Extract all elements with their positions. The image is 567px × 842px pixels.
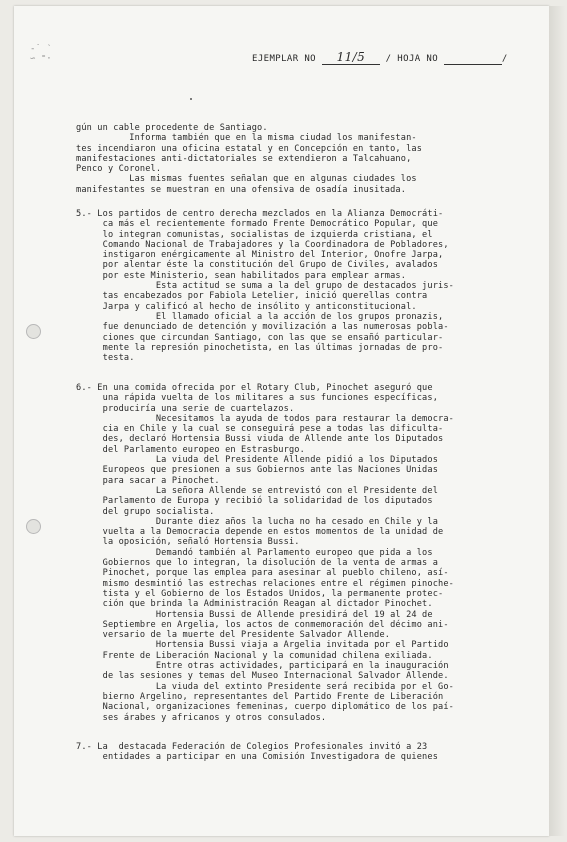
ink-dot — [190, 98, 192, 100]
text-line: 5.- Los partidos de centro derecha mezclados en la Alianza Democráti- — [76, 209, 444, 219]
text-line: Las mismas fuentes señalan que en algunas ciudades los — [76, 174, 417, 185]
text-line: Septiembre en Argelia, los actos de conmemoración del décimo ani- — [76, 619, 449, 630]
punch-hole-top — [26, 324, 41, 339]
text-line: instigaron enérgicamente al Ministro del Interior, Onofre Jarpa, — [76, 250, 444, 261]
text-line: ca más el recientemente formado Frente Democrático Popular, que — [76, 219, 439, 230]
text-line: tes incendiaron una oficina estatal y en Concepción en tanto, las — [76, 143, 423, 154]
hoja-field — [444, 54, 502, 65]
document-header — [252, 50, 508, 65]
section-6 — [76, 383, 516, 723]
text-line: Nacional, organizaciones femeninas, cuerpo diplomático de los paí- — [76, 702, 454, 713]
text-line: del Parlamento europeo en Estrasburgo. — [76, 444, 305, 455]
text-line: Jarpa y calificó al hecho de insólito y anticonstitucional. — [76, 301, 417, 312]
text-line: Penco y Coronel. — [76, 164, 162, 175]
page-edge — [549, 6, 565, 836]
hoja-end: / — [501, 54, 508, 64]
text-line: Hortensia Bussi de Allende presidirá del 19 al 24 de — [76, 609, 433, 620]
text-line: gún un cable procedente de Santiago. — [76, 123, 268, 133]
punch-hole-bottom — [26, 519, 41, 534]
text-line: des, declaró Hortensia Bussi viuda de Allende ante los Diputados — [76, 434, 444, 445]
text-line: Esta actitud se suma a la del grupo de destacados juris- — [76, 281, 454, 292]
ejemplar-value: 11/5 — [336, 50, 366, 64]
text-line: Europeos que presionen a sus Gobiernos ante las Naciones Unidas — [76, 465, 439, 476]
ejemplar-label: EJEMPLAR NO — [252, 54, 317, 64]
text-line: ciones que circundan Santiago, con las que se ensañó particular- — [76, 332, 444, 343]
text-line: La viuda del Presidente Allende pidió a los Diputados — [76, 455, 439, 466]
text-line: bierno Argelino, representantes del Partido Frente de Liberación — [76, 691, 444, 702]
text-line: Necesitamos la ayuda de todos para restaurar la democra- — [76, 413, 454, 424]
text-line: para sacar a Pinochet. — [76, 475, 220, 486]
text-line: manifestaciones anti-dictatoriales se extendieron a Talcahuano, — [76, 153, 412, 164]
text-line: Entre otras actividades, participará en la inauguración — [76, 661, 449, 672]
text-line: ción que brinda la Administración Reagan al dictador Pinochet. — [76, 599, 433, 610]
text-line: Pinochet, porque las emplea para asesinar al pueblo chileno, así- — [76, 568, 449, 579]
text-line: de las sesiones y temas del Museo Internacional Salvador Allende. — [76, 671, 449, 682]
text-line: Demandó también al Parlamento europeo que pida a los — [76, 547, 433, 558]
hoja-label: / HOJA NO — [385, 54, 439, 64]
text-line: Hortensia Bussi viaja a Argelia invitada por el Partido — [76, 640, 449, 651]
text-line: por este Ministerio, sean habilitados para emplear armas. — [76, 270, 407, 281]
text-line: fue denunciado de detención y movilización a las numerosas pobla- — [76, 322, 449, 333]
text-line: mente la represión pinochetista, en las últimas jornadas de pro- — [76, 342, 444, 353]
text-line: lo integran comunistas, socialistas de izquierda cristiana, el — [76, 229, 433, 240]
text-line: Comando Nacional de Trabajadores y la Coordinadora de Pobladores, — [76, 239, 449, 250]
text-line: del grupo socialista. — [76, 506, 215, 517]
text-line: versario de la muerte del Presidente Salvador Allende. — [76, 630, 391, 641]
text-line: tas encabezados por Fabiola Letelier, inició querellas contra — [76, 291, 428, 302]
text-line: manifestantes se muestran en una ofensiva de osadía inusitada. — [76, 184, 407, 195]
section-7 — [76, 742, 516, 763]
text-line: produciría una serie de cuartelazos. — [76, 403, 295, 414]
margin-mark: -˙ ‵ ∽ ⁼· — [30, 44, 52, 64]
text-line: Parlamento de Europa y recibió la solidaridad de los diputados — [76, 496, 433, 507]
text-line: testa. — [76, 353, 135, 364]
text-line: tista y el Gobierno de los Estados Unidos, la permanente protec- — [76, 588, 444, 599]
text-line: 7.- La destacada Federación de Colegios Profesionales invitó a 23 — [76, 742, 428, 752]
text-line: La señora Allende se entrevistó con el Presidente del — [76, 485, 439, 496]
text-line: Frente de Liberación Nacional y la comunidad chilena exiliada. — [76, 650, 433, 661]
text-line: Gobiernos que lo integran, la disolución de la venta de armas a — [76, 558, 439, 569]
section-5 — [76, 209, 516, 363]
text-line: mismo desmintió las estrechas relaciones entre el régimen pinoche- — [76, 578, 454, 589]
text-line: la oposición, señaló Hortensia Bussi. — [76, 537, 300, 548]
text-line: por alentar éste la constitución del Grupo de Civiles, avalados — [76, 260, 439, 271]
text-line: El llamado oficial a la acción de los grupos pronazis, — [76, 311, 444, 322]
text-line: entidades a participar en una Comisión Investigadora de quienes — [76, 752, 439, 763]
text-line: cia en Chile y la cual se conseguirá pese a todas las dificulta- — [76, 424, 444, 435]
text-line: una rápida vuelta de los militares a sus funciones específicas, — [76, 393, 439, 404]
text-line: 6.- En una comida ofrecida por el Rotary Club, Pinochet aseguró que — [76, 383, 433, 393]
document-page — [14, 6, 549, 836]
text-line: ses árabes y africanos y otros consulados. — [76, 712, 327, 723]
text-line: Durante diez años la lucha no ha cesado en Chile y la — [76, 516, 439, 527]
text-line: vuelta a la Democracia depende en estos momentos de la unidad de — [76, 527, 444, 538]
paragraph-continuation — [76, 123, 516, 195]
ejemplar-field — [322, 50, 380, 65]
text-line: Informa también que en la misma ciudad los manifestan- — [76, 133, 417, 144]
text-line: La viuda del extinto Presidente será recibida por el Go- — [76, 681, 454, 692]
